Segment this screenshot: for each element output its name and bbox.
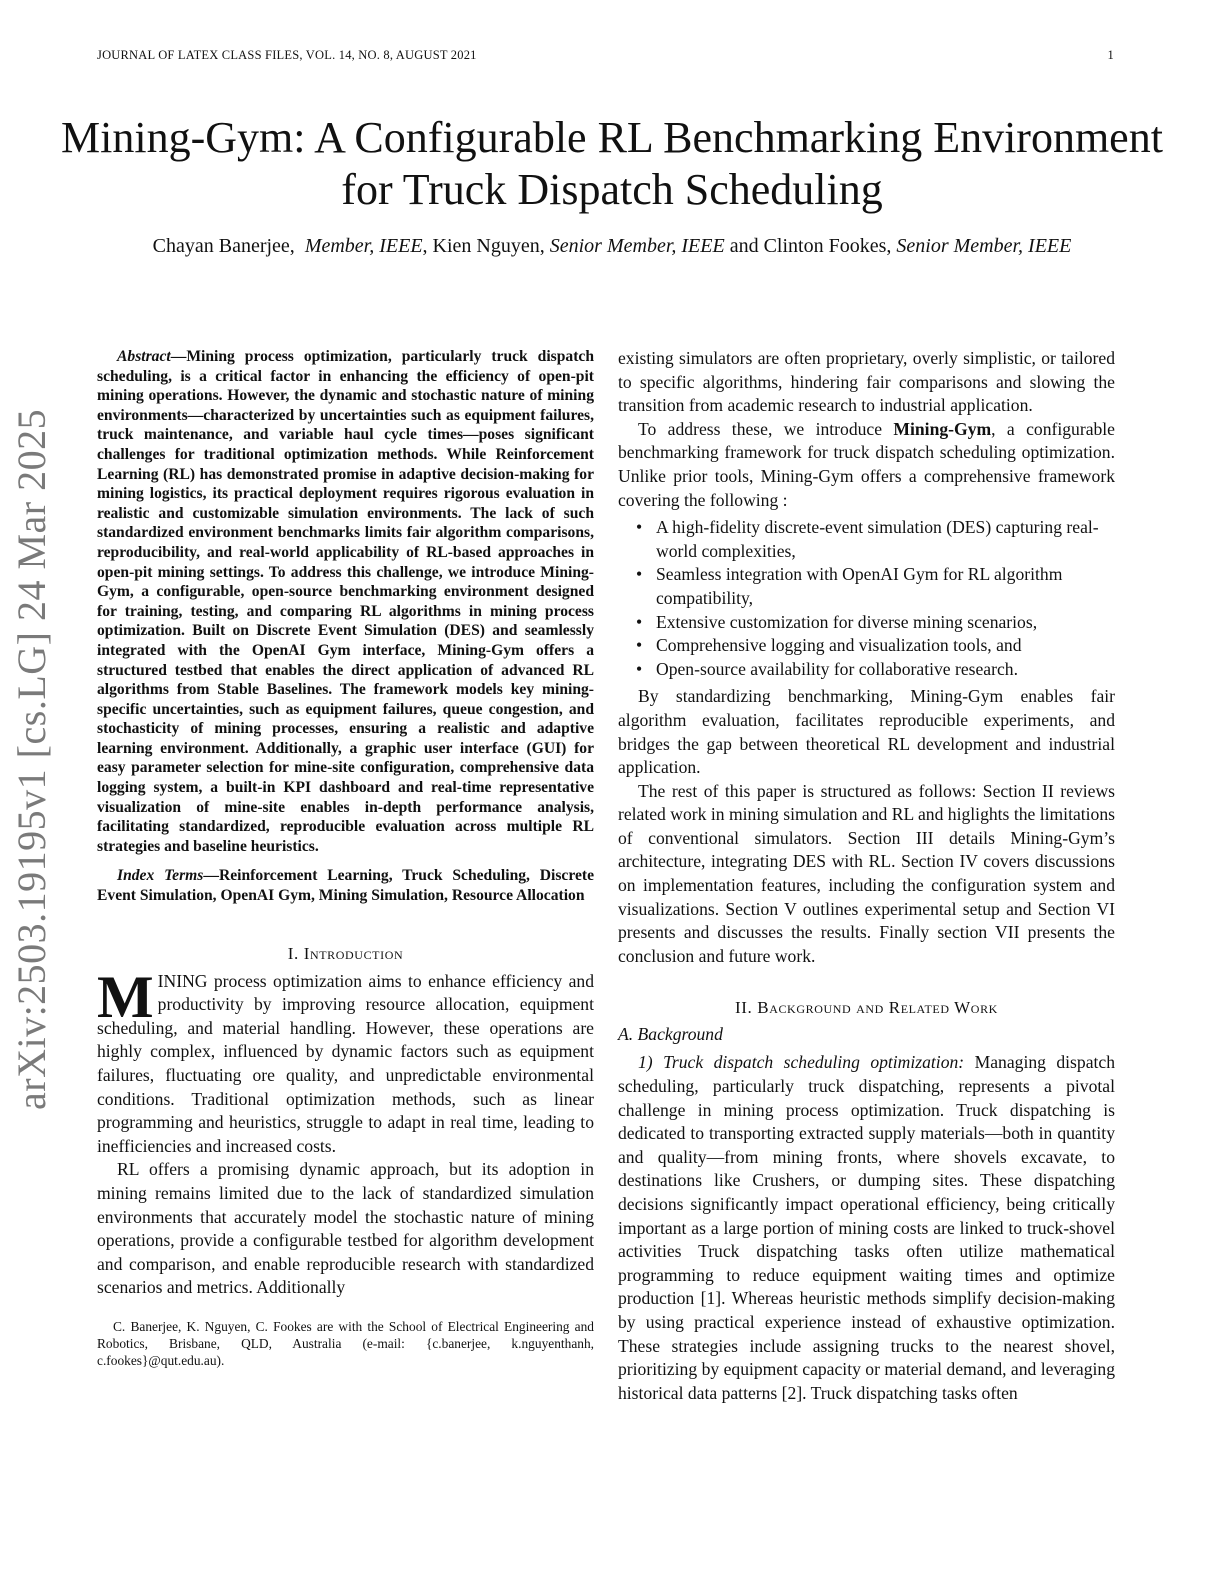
page-number: 1 (1107, 48, 1114, 62)
author-role: Member, IEEE (304, 235, 423, 257)
intro-paragraph-6: The rest of this paper is structured as follows: Section II reviews related work in mining simulation and RL and higlights the limitations of conventional simulators. Section III details Mining-Gym’s architecture, integrating DES with RL. Section IV covers discussions on implementation features, including the configuration system and visualizations. Section V outlines experimental setup and Section VI presents and discusses the results. Finally section VII presents the conclusion and future work. (618, 780, 1115, 966)
intro-paragraph-4-post: , a configurable benchmarking framework for truck dispatch scheduling optimization. Unlike prior tools, Mining-Gym offers a comprehensive framework covering the following : (618, 418, 1115, 510)
affiliation-footnote: C. Banerjee, K. Nguyen, C. Fookes are with the School of Electrical Engineering and Robotics, Brisbane, QLD, Australia (e-mail: {c.banerjee, k.nguyenthanh, c.fookes}@qut.edu.au). (97, 1318, 594, 1368)
background-paragraph-text: Managing dispatch scheduling, particularly truck dispatching, represents a pivotal challenge in mining process optimization. Truck dispatching is dedicated to transporting extracted supply materials—both in quantity and quality—from mining fronts, where shovels excavate, to destinations like Crushers, or dumping sites. These dispatching decisions significantly impact operational efficiency, being critically important as a large portion of mining costs are linked to truck-shovel activities Truck dispatching tasks often utilize mathematical programming to reduce equipment waiting times and optimize production [1]. Whereas heuristic methods simplify decision-making by using practical experience instead of exhaustive optimization. These strategies include assigning trucks to the nearest shovel, prioritizing by equipment capacity or material demand, and leveraging historical data patterns [2]. Truck dispatching tasks often (618, 1052, 1115, 1403)
right-column (618, 347, 1115, 1405)
index-terms (97, 866, 594, 905)
section-heading-background: II. Background and Related Work (735, 998, 998, 1018)
running-header (97, 48, 1114, 63)
list-item: • A high-fidelity discrete-event simulation (DES) capturing real-world complexities, (656, 516, 1115, 563)
abstract-text: —Mining process optimization, particularly truck dispatch scheduling, is a critical factor in enhancing the efficiency of open-pit mining operations. However, the dynamic and stochastic nature of mining environments—characterized by uncertainties such as equipment failures, truck maintenance, and variable haul cycle times—poses significant challenges for traditional optimization methods. While Reinforcement Learning (RL) has demonstrated promise in adaptive decision-making for mining logistics, its practical deployment requires rigorous evaluation in realistic and customizable simulation environments. The lack of such standardized environment benchmarks limits fair algorithm comparisons, reproducibility, and real-world applicability of RL-based approaches in open-pit mining settings. To address this challenge, we introduce Mining-Gym, a configurable, open-source benchmarking environment designed for training, testing, and comparing RL algorithms in mining process optimization. Built on Discrete Event Simulation (DES) and seamlessly integrated with the OpenAI Gym interface, Mining-Gym offers a structured testbed that enables the direct application of advanced RL algorithms from Stable Baselines. The framework models key mining-specific uncertainties, such as equipment failures, queue congestion, and stochasticity of mining processes, ensuring a realistic and adaptive learning environment. Additionally, a graphic user interface (GUI) for easy parameter selection for mine-site configuration, comprehensive data logging system, a built-in KPI dashboard and real-time representative visualization of mine-site enables in-depth performance analysis, facilitating standardized, reproducible evaluation across multiple RL strategies and baseline heuristics. (97, 348, 594, 855)
intro-paragraph-1 (97, 963, 594, 1159)
list-item: • Extensive customization for diverse mining scenarios, (656, 611, 1115, 635)
list-item: • Comprehensive logging and visualization tools, and (656, 634, 1115, 658)
author-name: Clinton Fookes, (763, 235, 892, 257)
list-item: • Seamless integration with OpenAI Gym for RL algorithm compatibility, (656, 563, 1115, 610)
intro-paragraph-4-pre: To address these, we introduce (638, 418, 894, 439)
abstract (97, 347, 594, 856)
paper-title: Mining-Gym: A Configurable RL Benchmarking Environment for Truck Dispatch Scheduling (61, 113, 1163, 214)
index-terms-label: Index Terms (117, 867, 204, 885)
background-paragraph (618, 1051, 1115, 1405)
mining-gym-name: Mining-Gym (893, 418, 992, 439)
intro-paragraph-4 (618, 418, 1115, 512)
paragraph-title: 1) Truck dispatch scheduling optimization: (638, 1052, 965, 1073)
author-role: Senior Member, IEEE (549, 235, 725, 257)
author-list: Chayan Banerjee, Member, IEEE, Kien Nguyen, Senior Member, IEEE and Clinton Fookes, Senior Member, IEEE (152, 235, 1072, 257)
feature-list (618, 516, 1115, 681)
list-item: • Open-source availability for collaborative research. (656, 658, 1115, 682)
journal-name: JOURNAL OF LATEX CLASS FILES, VOL. 14, NO. 8, AUGUST 2021 (97, 48, 477, 62)
drop-cap: M (97, 963, 154, 1030)
intro-paragraph-1-text: INING process optimization aims to enhance efficiency and productivity by improving resource allocation, equipment scheduling, and material handling. However, these operations are highly complex, influenced by dynamic factors such as equipment failures, fluctuating ore quality, and unpredictable environmental conditions. Traditional optimization methods, such as linear programming and heuristics, struggle to adapt in real time, leading to inefficiencies and increased costs. (97, 970, 594, 1156)
arxiv-stamp: arXiv:2503.19195v1 [cs.LG] 24 Mar 2025 (9, 408, 54, 1110)
subsection-heading-background: A. Background (618, 1024, 723, 1045)
intro-paragraph-5: By standardizing benchmarking, Mining-Gym enables fair algorithm evaluation, facilitates reproducible experiments, and bridges the gap between theoretical RL development and industrial application. (618, 686, 1115, 778)
author-conjunction: and (729, 235, 759, 257)
author-name: Kien Nguyen, (432, 235, 545, 257)
author-name: Chayan Banerjee, (152, 235, 295, 257)
intro-paragraph-2: RL offers a promising dynamic approach, but its adoption in mining remains limited due to the lack of standardized simulation environments that accurately model the stochastic nature of mining operations, provide a configurable testbed for algorithm development and comparison, and enable reproducible research with standardized scenarios and metrics. Additionally (97, 1159, 594, 1298)
author-role: Senior Member, IEEE (896, 235, 1072, 257)
left-column (97, 347, 594, 1369)
abstract-label: Abstract (117, 348, 171, 365)
section-heading-introduction: I. Introduction (287, 943, 404, 963)
intro-paragraph-3: existing simulators are often proprietary, overly simplistic, or tailored to specific algorithms, hindering fair comparisons and slowing the transition from academic research to industrial application. (618, 348, 1115, 416)
index-terms-text: —Reinforcement Learning, Truck Scheduling, Discrete Event Simulation, OpenAI Gym, Mining Simulation, Resource Allocation (97, 867, 595, 905)
